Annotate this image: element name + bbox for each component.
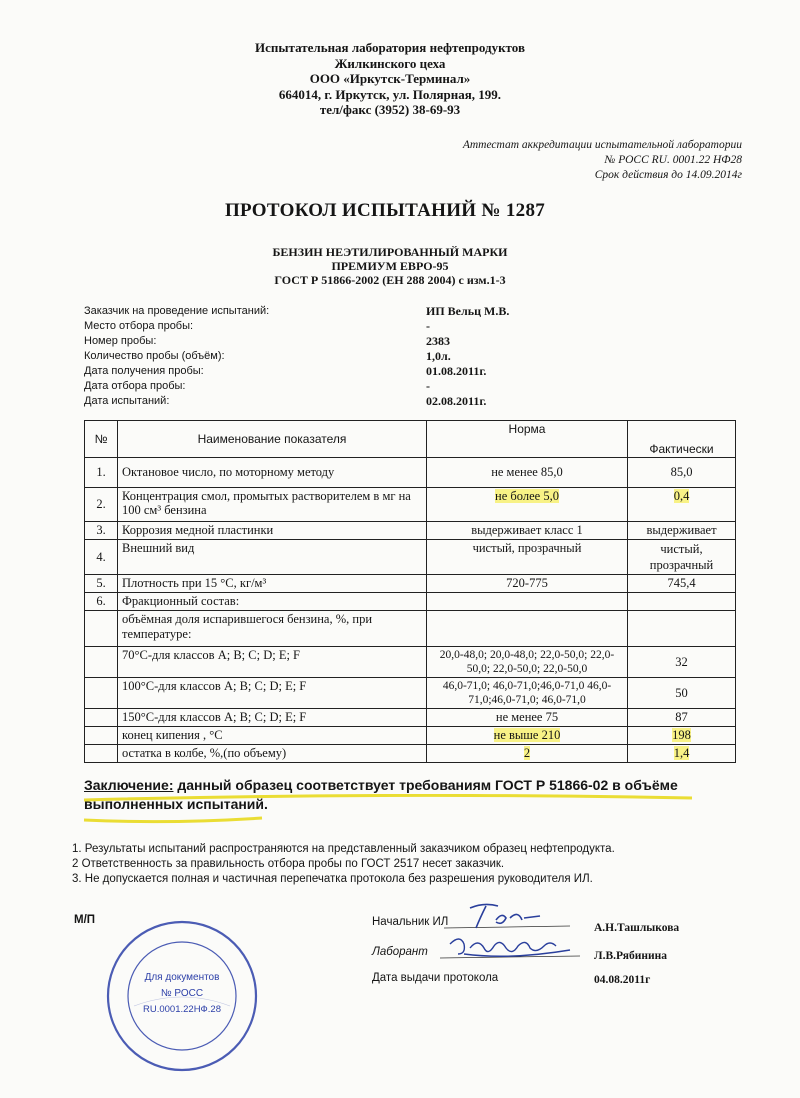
row-actual: выдерживает xyxy=(628,522,736,540)
row-actual: 32 xyxy=(628,647,736,678)
col-header-actual: Фактически xyxy=(628,421,736,458)
row-norm: 46,0-71,0; 46,0-71,0;46,0-71,0 46,0-71,0;46,0-71,0; 46,0-71,0 xyxy=(427,678,628,709)
note-line: 3. Не допускается полная и частичная перепечатка протокола без разрешения руководителя ИЛ. xyxy=(72,873,593,885)
info-value: - xyxy=(426,379,430,393)
row-number xyxy=(85,647,118,678)
row-actual xyxy=(628,611,736,647)
info-row xyxy=(84,379,704,394)
row-actual-text: 0,4 xyxy=(673,489,690,503)
row-number: 3. xyxy=(85,522,118,540)
results-table xyxy=(84,420,736,763)
table-row xyxy=(85,458,736,488)
table-row xyxy=(85,488,736,522)
row-name: Плотность при 15 °С, кг/м³ xyxy=(118,575,427,593)
row-name: Коррозия медной пластинки xyxy=(118,522,427,540)
marker-stroke xyxy=(84,795,692,800)
lab-label: Лаборант xyxy=(372,946,428,958)
table-row xyxy=(85,575,736,593)
stamp-line: № РОСС xyxy=(160,988,204,999)
table-row xyxy=(85,745,736,763)
row-number xyxy=(85,709,118,727)
row-norm-text: не выше 210 xyxy=(493,728,561,742)
info-value: 1,0л. xyxy=(426,349,451,363)
row-norm xyxy=(427,745,628,763)
row-name xyxy=(118,745,427,763)
table-row xyxy=(85,522,736,540)
row-name xyxy=(118,727,427,745)
row-actual: чистый, прозрачный xyxy=(628,540,736,575)
info-row xyxy=(84,319,704,334)
info-label: Количество пробы (объём): xyxy=(84,350,225,362)
row-norm: не менее 75 xyxy=(427,709,628,727)
row-norm-text: не более 5,0 xyxy=(495,489,559,503)
row-norm xyxy=(427,488,628,522)
row-actual: 745,4 xyxy=(628,575,736,593)
accreditation-block xyxy=(463,138,742,183)
date-value: 04.08.2011г xyxy=(594,974,651,986)
info-row xyxy=(84,334,704,349)
row-norm: не менее 85,0 xyxy=(427,458,628,488)
table-row xyxy=(85,593,736,611)
info-row xyxy=(84,394,704,409)
conclusion-label: Заключение: xyxy=(84,777,174,793)
row-actual xyxy=(628,488,736,522)
product-line: ПРЕМИУМ ЕВРО-95 xyxy=(331,259,449,273)
round-stamp xyxy=(104,918,260,1074)
info-label: Номер пробы: xyxy=(84,335,157,347)
col-header-number: № xyxy=(85,421,118,458)
header-line: Испытательная лаборатория нефтепродуктов xyxy=(255,40,525,55)
note-line: 2 Ответственность за правильность отбора пробы по ГОСТ 2517 несет заказчик. xyxy=(72,858,505,870)
header-line: 664014, г. Иркутск, ул. Полярная, 199. xyxy=(278,86,502,102)
row-name-text: конец кипения , °С xyxy=(122,728,223,742)
conclusion-text: данный образец соответствует требованиям ГОСТ Р 51866-02 в объёме выполненных испытаний. xyxy=(84,777,678,812)
table-row xyxy=(85,678,736,709)
info-row xyxy=(84,349,704,364)
row-number: 4. xyxy=(85,540,118,575)
row-name: объёмная доля испарившегося бензина, %, при температуре: xyxy=(118,611,427,647)
row-number xyxy=(85,727,118,745)
row-norm: чистый, прозрачный xyxy=(427,540,628,575)
row-actual xyxy=(628,593,736,611)
row-actual xyxy=(628,745,736,763)
header-line: Жилкинского цеха xyxy=(334,55,446,71)
info-value: ИП Вельц М.В. xyxy=(426,304,510,318)
product-line: БЕНЗИН НЕЭТИЛИРОВАННЫЙ МАРКИ xyxy=(272,245,508,259)
row-name xyxy=(118,488,427,522)
stamp-line: RU.0001.22НФ.28 xyxy=(143,1004,221,1015)
lab-signature xyxy=(430,930,590,964)
accreditation-line: Срок действия до 14.09.2014г xyxy=(594,169,742,181)
row-number: 5. xyxy=(85,575,118,593)
info-label: Дата испытаний: xyxy=(84,395,170,407)
head-signature xyxy=(440,900,580,934)
row-norm: 20,0-48,0; 20,0-48,0; 22,0-50,0; 22,0-50,0; 22,0-50,0; 22,0-50,0 xyxy=(427,647,628,678)
conclusion-underline xyxy=(80,794,700,824)
info-value: 02.08.2011г. xyxy=(426,394,487,408)
row-name: 150°С-для классов A; B; C; D; E; F xyxy=(118,709,427,727)
table-row xyxy=(85,540,736,575)
row-number: 1. xyxy=(85,458,118,488)
table-header-row xyxy=(85,421,736,458)
row-actual-text: 1,4 xyxy=(673,746,690,760)
marker-stroke xyxy=(84,818,262,822)
info-row xyxy=(84,304,704,319)
info-label: Заказчик на проведение испытаний: xyxy=(84,305,270,317)
protocol-title: ПРОТОКОЛ ИСПЫТАНИЙ № 1287 xyxy=(224,200,546,221)
sample-info xyxy=(84,304,704,409)
table-row xyxy=(85,709,736,727)
row-actual-text: 198 xyxy=(672,728,691,742)
lab-name: Л.В.Рябинина xyxy=(594,950,667,962)
row-actual: 87 xyxy=(628,709,736,727)
table-row xyxy=(85,647,736,678)
table-row xyxy=(85,611,736,647)
accreditation-line: Аттестат аккредитации испытательной лаборатории xyxy=(462,139,742,151)
row-number xyxy=(85,745,118,763)
head-label: Начальник ИЛ xyxy=(372,916,449,928)
row-norm: выдерживает класс 1 xyxy=(427,522,628,540)
row-norm xyxy=(427,727,628,745)
row-norm-text: 2 xyxy=(523,746,531,760)
row-name: Внешний вид xyxy=(118,540,427,575)
lab-header xyxy=(0,40,800,118)
row-name: 100°С-для классов A; B; C; D; E; F xyxy=(118,678,427,709)
info-value: 2383 xyxy=(426,334,450,348)
row-name: 70°С-для классов A; B; C; D; E; F xyxy=(118,647,427,678)
row-number: 2. xyxy=(85,488,118,522)
info-row xyxy=(84,364,704,379)
col-header-name: Наименование показателя xyxy=(118,421,427,458)
info-value: - xyxy=(426,319,430,333)
row-norm xyxy=(427,611,628,647)
row-actual: 50 xyxy=(628,678,736,709)
row-name-text: Концентрация смол, промытых растворителем в мг на 100 см³ бензина xyxy=(122,489,411,517)
row-norm: 720-775 xyxy=(427,575,628,593)
header-line: ООО «Иркутск-Терминал» xyxy=(309,71,471,86)
row-actual: 85,0 xyxy=(628,458,736,488)
accreditation-line: № РОСС RU. 0001.22 НФ28 xyxy=(604,154,742,166)
header-line: тел/факс (3952) 38-69-93 xyxy=(319,102,461,117)
product-line: ГОСТ Р 51866-2002 (ЕН 288 2004) с изм.1-3 xyxy=(274,273,506,287)
info-label: Дата отбора пробы: xyxy=(84,380,186,392)
table-row xyxy=(85,727,736,745)
mp-label: М/П xyxy=(74,914,96,926)
stamp-line: Для документов xyxy=(144,972,220,983)
notes xyxy=(72,842,615,887)
info-label: Дата получения пробы: xyxy=(84,365,204,377)
row-number: 6. xyxy=(85,593,118,611)
col-header-norm: Норма xyxy=(427,421,628,458)
row-name: Октановое число, по моторному методу xyxy=(118,458,427,488)
note-line: 1. Результаты испытаний распространяются на представленный заказчиком образец нефтепродукта. xyxy=(72,843,615,855)
row-name-text: остатка в колбе, %,(по объему) xyxy=(122,746,287,760)
row-actual xyxy=(628,727,736,745)
row-name: Фракционный состав: xyxy=(118,593,427,611)
date-label: Дата выдачи протокола xyxy=(372,972,499,984)
head-name: А.Н.Ташлыкова xyxy=(594,922,680,934)
info-label: Место отбора пробы: xyxy=(84,320,194,332)
info-value: 01.08.2011г. xyxy=(426,364,487,378)
row-norm xyxy=(427,593,628,611)
product-description xyxy=(0,245,800,287)
row-number xyxy=(85,678,118,709)
row-number xyxy=(85,611,118,647)
